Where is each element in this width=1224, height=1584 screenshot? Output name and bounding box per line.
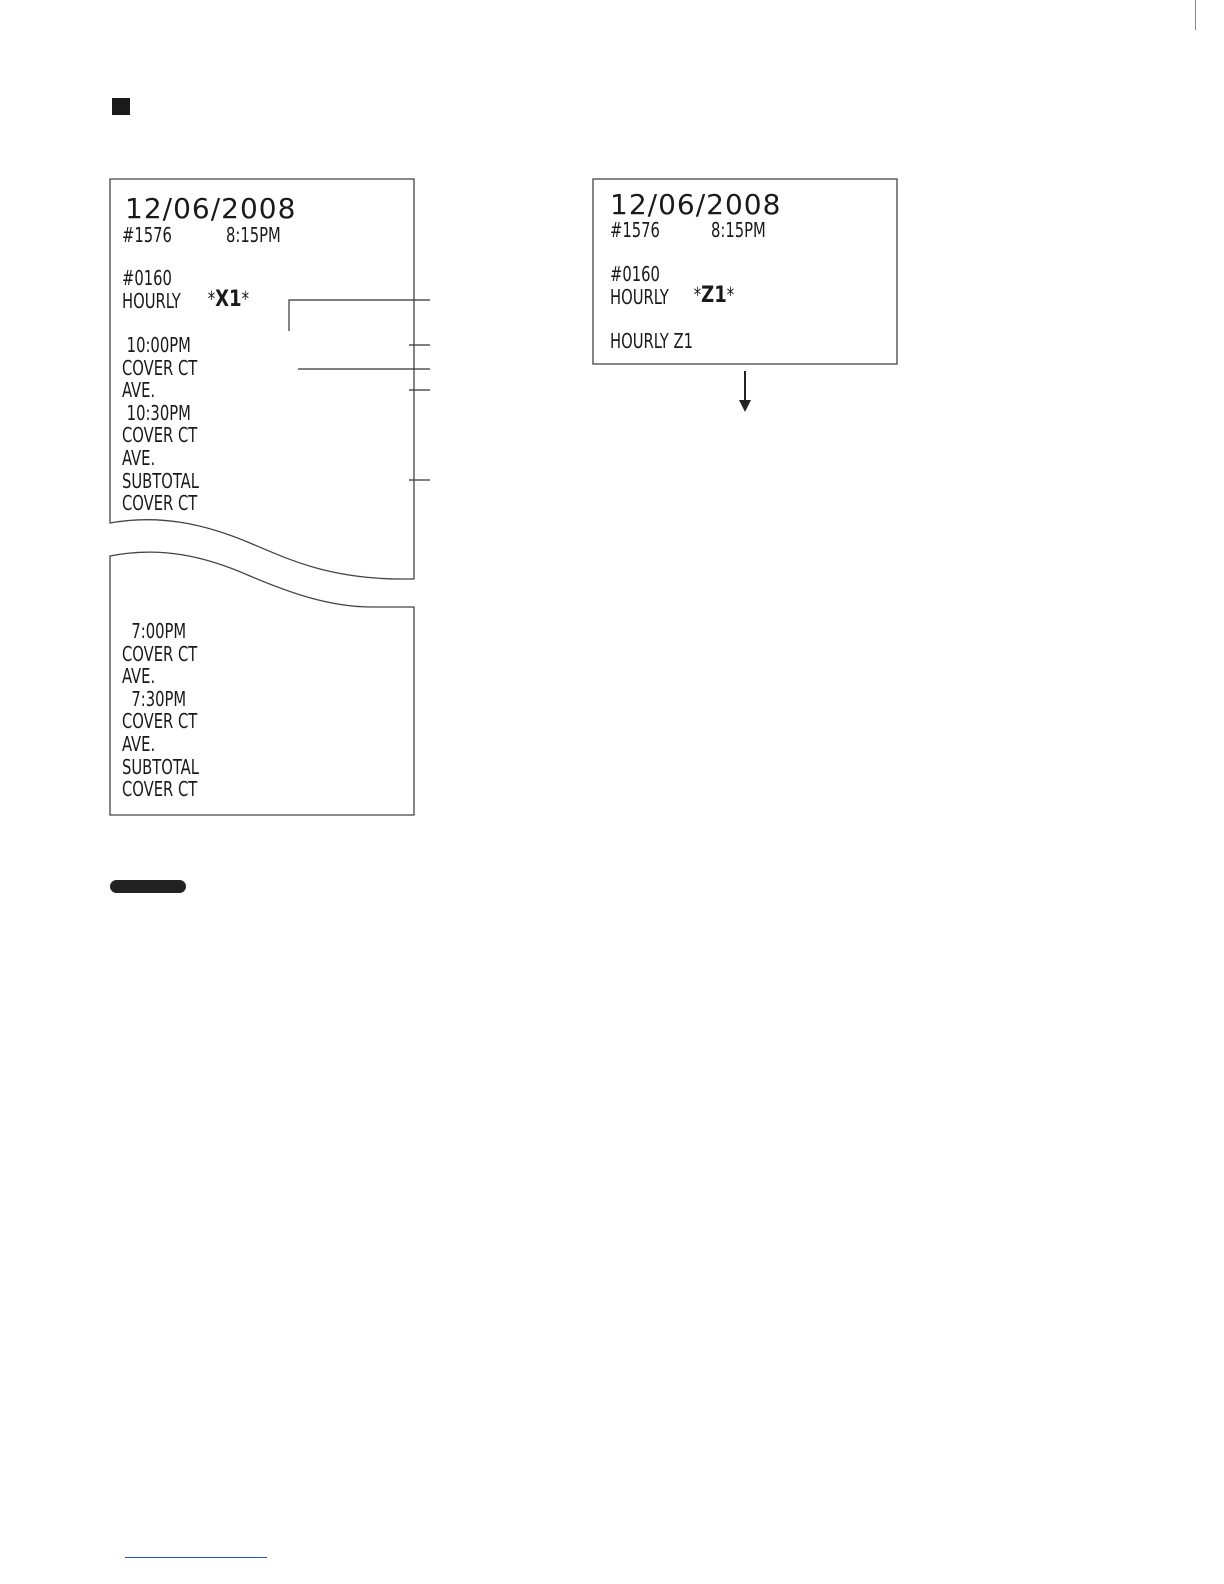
row-label: COVER CT — [122, 491, 198, 516]
report-mode — [675, 262, 734, 329]
receipt-time: 8:15PM — [226, 223, 281, 247]
row-label: 7:00PM — [122, 619, 187, 643]
callout-line-qty — [289, 300, 430, 331]
machine-number: #1576 — [122, 223, 172, 247]
report-mode — [189, 266, 249, 333]
mode-prefix: * — [693, 283, 702, 307]
down-arrow-icon — [739, 371, 751, 412]
report-name: HOURLY — [122, 289, 181, 313]
callout-lines — [289, 300, 430, 480]
report-footer: HOURLY Z1 — [610, 329, 693, 353]
row-label: 10:30PM — [122, 400, 191, 425]
row-label: SUBTOTAL — [122, 468, 199, 493]
row-label: COVER CT — [122, 423, 198, 448]
receipt-date: 12/06/2008 — [125, 192, 297, 225]
row-label: COVER CT — [122, 641, 198, 666]
mode-suffix: * — [241, 287, 249, 311]
row-label: COVER CT — [122, 355, 198, 380]
row-label: 10:00PM — [122, 333, 191, 357]
row-label: COVER CT — [122, 777, 198, 802]
receipt-date: 12/06/2008 — [610, 188, 782, 221]
row-label: AVE. — [122, 446, 156, 470]
report-number: #0160 — [610, 262, 660, 286]
row-label: AVE. — [122, 378, 156, 403]
report-number: #0160 — [122, 266, 172, 290]
mode-prefix: * — [207, 287, 216, 311]
row-label: 7:30PM — [122, 686, 187, 711]
note-badge — [110, 880, 186, 893]
mode-label: Z1 — [701, 283, 727, 308]
report-name: HOURLY — [610, 285, 669, 309]
receipt-time: 8:15PM — [711, 218, 766, 242]
row-label: SUBTOTAL — [122, 754, 199, 779]
row-label: COVER CT — [122, 709, 198, 734]
mode-suffix: * — [726, 283, 735, 307]
row-label: AVE. — [122, 664, 156, 689]
mode-label: X1 — [215, 287, 242, 312]
machine-number: #1576 — [610, 218, 660, 242]
row-label: AVE. — [122, 732, 156, 756]
footer-link-underline[interactable] — [125, 1557, 267, 1558]
